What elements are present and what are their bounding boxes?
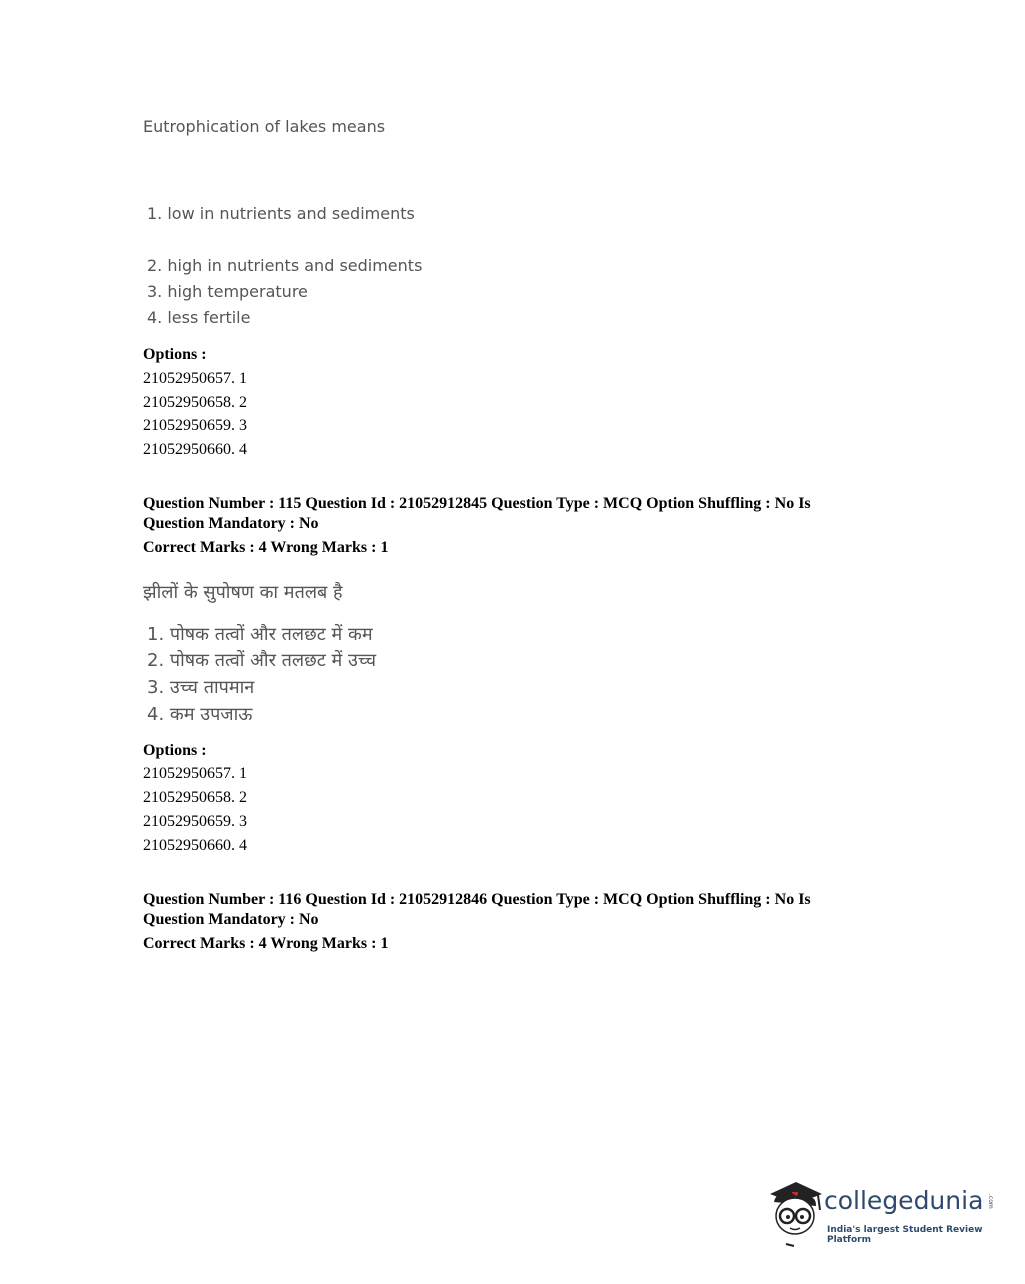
choice-english-2: 2. high in nutrients and sediments bbox=[147, 256, 423, 275]
question-mandatory: Question Mandatory : No bbox=[143, 515, 319, 532]
options-heading: Options : bbox=[143, 742, 207, 759]
choice-english-4: 4. less fertile bbox=[147, 308, 251, 327]
choice-hindi-1: 1. पोषक तत्वों और तलछट में कम bbox=[147, 624, 373, 645]
option-id-4: 21052950660. 4 bbox=[143, 837, 247, 854]
option-id-1: 21052950657. 1 bbox=[143, 765, 247, 782]
question-text-hindi: झीलों के सुपोषण का मतलब है bbox=[143, 582, 343, 603]
collegedunia-logo bbox=[766, 1178, 996, 1248]
choice-hindi-4: 4. कम उपजाऊ bbox=[147, 704, 253, 725]
question-text-english: Eutrophication of lakes means bbox=[143, 117, 386, 136]
question-marks: Correct Marks : 4 Wrong Marks : 1 bbox=[143, 539, 389, 556]
options-heading: Options : bbox=[143, 346, 207, 363]
logo-wordmark: collegedunia bbox=[824, 1186, 984, 1215]
option-id-1: 21052950657. 1 bbox=[143, 370, 247, 387]
logo-tagline: India's largest Student Review Platform bbox=[827, 1225, 983, 1245]
option-id-2: 21052950658. 2 bbox=[143, 789, 247, 806]
choice-hindi-3: 3. उच्च तापमान bbox=[147, 677, 255, 698]
logo-domain: .com bbox=[987, 1194, 994, 1209]
question-meta-line: Question Number : 115 Question Id : 21052912845 Question Type : MCQ Option Shuffling : No Is bbox=[143, 495, 811, 512]
graduate-mascot-icon bbox=[766, 1178, 826, 1250]
question-mandatory: Question Mandatory : No bbox=[143, 911, 319, 928]
option-id-3: 21052950659. 3 bbox=[143, 417, 247, 434]
option-id-4: 21052950660. 4 bbox=[143, 441, 247, 458]
question-marks: Correct Marks : 4 Wrong Marks : 1 bbox=[143, 935, 389, 952]
question-meta-line: Question Number : 116 Question Id : 21052912846 Question Type : MCQ Option Shuffling : No Is bbox=[143, 891, 811, 908]
choice-english-3: 3. high temperature bbox=[147, 282, 308, 301]
choice-english-1: 1. low in nutrients and sediments bbox=[147, 204, 415, 223]
choice-hindi-2: 2. पोषक तत्वों और तलछट में उच्च bbox=[147, 650, 377, 671]
option-id-2: 21052950658. 2 bbox=[143, 394, 247, 411]
option-id-3: 21052950659. 3 bbox=[143, 813, 247, 830]
